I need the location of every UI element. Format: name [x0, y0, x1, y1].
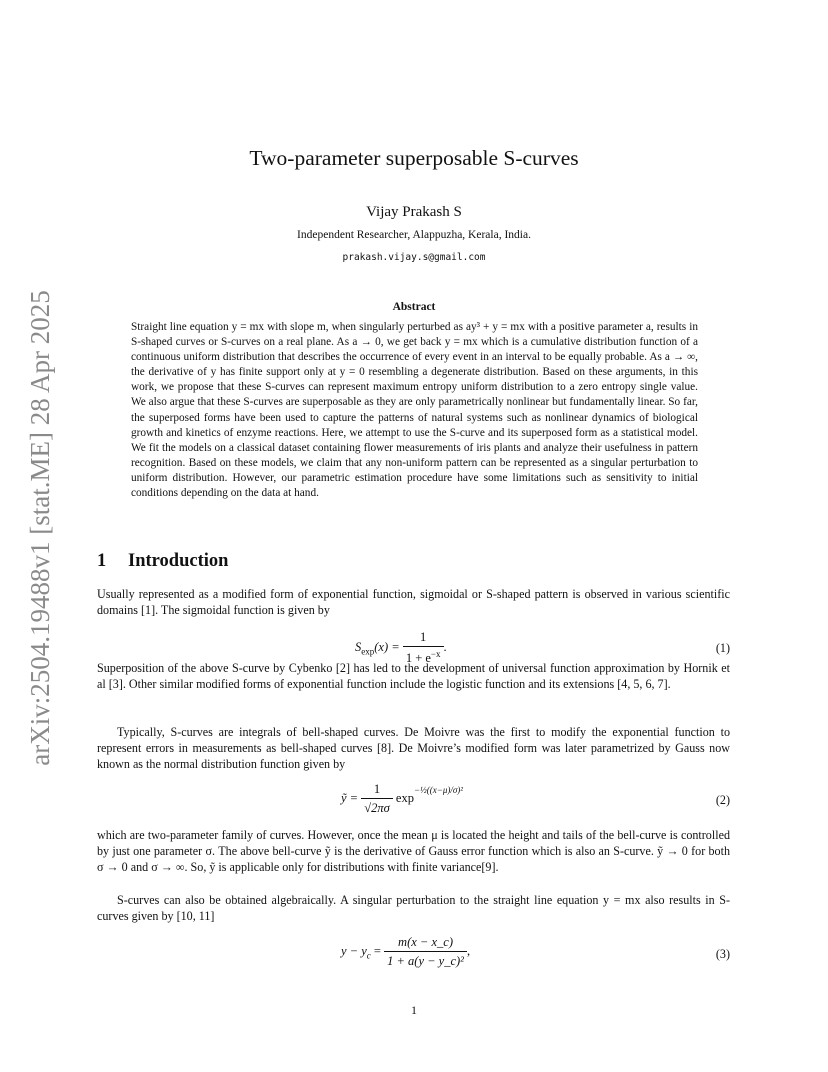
equation-3-number: (3) [715, 947, 730, 961]
eq1-numerator: 1 [403, 630, 444, 647]
eq2-numerator: 1 [361, 782, 393, 799]
arxiv-identifier-stamp: arXiv:2504.19488v1 [stat.ME] 28 Apr 2025 [25, 290, 55, 766]
eq1-denominator: $1 + e^{-x}$ [405, 649, 441, 666]
eq3-fraction [384, 935, 467, 969]
eq2-lhs: ỹ = [341, 790, 359, 805]
eq2-function: exp [395, 790, 414, 805]
eq3-tail: , [466, 943, 471, 958]
paragraph-two-parameter: which are two-parameter family of curves. However, once the mean μ is located the height and tails of the bell-curve is controlled by just one parameter σ. The above bell-curve ỹ is the derivative of Gauss error function which is also an S-curve. ỹ → 0 for both σ → 0 and σ → ∞. So, ỹ is applicable only for distributions with finite variance[9]. [97, 828, 730, 874]
abstract-text: Straight line equation y = mx with slope m, when singularly perturbed as ay³ + y = mx with a positive parameter a, results in S-shaped curves or S-curves on a real plane. As a → 0, we get back y = mx which is a cumulative distribution function of a continuous uniform distribution that describes the occurrence of every event in an interval to be equally probable. As a → ∞, the derivative of y has finite support only at y = 0 resembling a degenerate distribution. Based on these arguments, in this work, we propose that these S-curves can represent maximum entropy uniform distribution to a zero entropy single value. We also argue that these S-curves are superposable as they are only parametrically nonlinear but fundamentally linear. So far, the superposed forms have been used to capture the patterns of natural systems such as nonlinear dynamics of biological growth and kinetics of enzyme reactions. Here, we attempt to use the S-curve and its superposed form as a statistical model. We fit the models on a classical dataset containing flower measurements of iris plants and analyze their usefulness in pattern recognition. Based on these models, we claim that any non-uniform pattern can be represented as a singular perturbation to uniform distribution. However, our parametric estimation procedure have some limitations such as sensitivity to initial conditions depending on the data at hand. [131, 321, 698, 500]
paragraph-bell-curves: Typically, S-curves are integrals of bell-shaped curves. De Moivre was the first to modify the exponential function to represent errors in measurements as bell-shaped curves [8]. De Moivre’s modified form was later parametrized by Gauss now known as the normal distribution function given by [97, 725, 730, 771]
author-affiliation: Independent Researcher, Alappuzha, Kerala, India. [297, 229, 531, 241]
paragraph-superposition: Superposition of the above S-curve by Cybenko [2] has led to the development of universal function approximation by Hornik et al [3]. Other similar modified forms of exponential function include the logistic function and its extensions [4, 5, 6, 7]. [97, 661, 730, 691]
eq3-denominator: 1 + a(y − y_c)² [387, 954, 464, 968]
section-number: 1 [97, 551, 107, 571]
section-heading [97, 551, 228, 572]
paper-title: Two-parameter superposable S-curves [249, 146, 579, 170]
eq2-denominator: √2πσ [364, 801, 390, 815]
equation-3 [341, 935, 470, 969]
eq2-exponent: −½((x−μ)/σ)² [413, 784, 464, 795]
eq3-lhs-subscript: c [366, 950, 371, 961]
eq2-fraction [361, 782, 393, 816]
eq1-denominator-exponent: −x [430, 649, 441, 659]
eq3-equals: = [373, 943, 381, 958]
eq3-numerator: m(x − x_c) [384, 935, 467, 952]
eq1-lhs-subscript: exp [361, 646, 375, 657]
eq1-tail: . [443, 639, 447, 654]
abstract-heading: Abstract [392, 301, 436, 313]
author-email: prakash.vijay.s@gmail.com [342, 252, 486, 263]
paragraph-algebraic: S-curves can also be obtained algebraically. A singular perturbation to the straight line equation y = mx also results in S-curves given by [10, 11] [97, 893, 730, 923]
equation-1-number: (1) [715, 641, 730, 655]
paragraph-intro-sigmoid: Usually represented as a modified form of exponential function, sigmoidal or S-shaped pattern is observed in various scientific domains [1]. The sigmoidal function is given by [97, 587, 730, 617]
section-title: Introduction [128, 551, 229, 571]
eq3-lhs: y − y [341, 943, 367, 958]
author-name: Vijay Prakash S [366, 204, 462, 220]
equation-2 [341, 782, 463, 816]
equation-2-number: (2) [715, 793, 730, 807]
eq1-lhs: S [355, 639, 362, 654]
eq1-lhs-arg: (x) = [374, 639, 400, 654]
page-number: 1 [411, 1003, 417, 1017]
